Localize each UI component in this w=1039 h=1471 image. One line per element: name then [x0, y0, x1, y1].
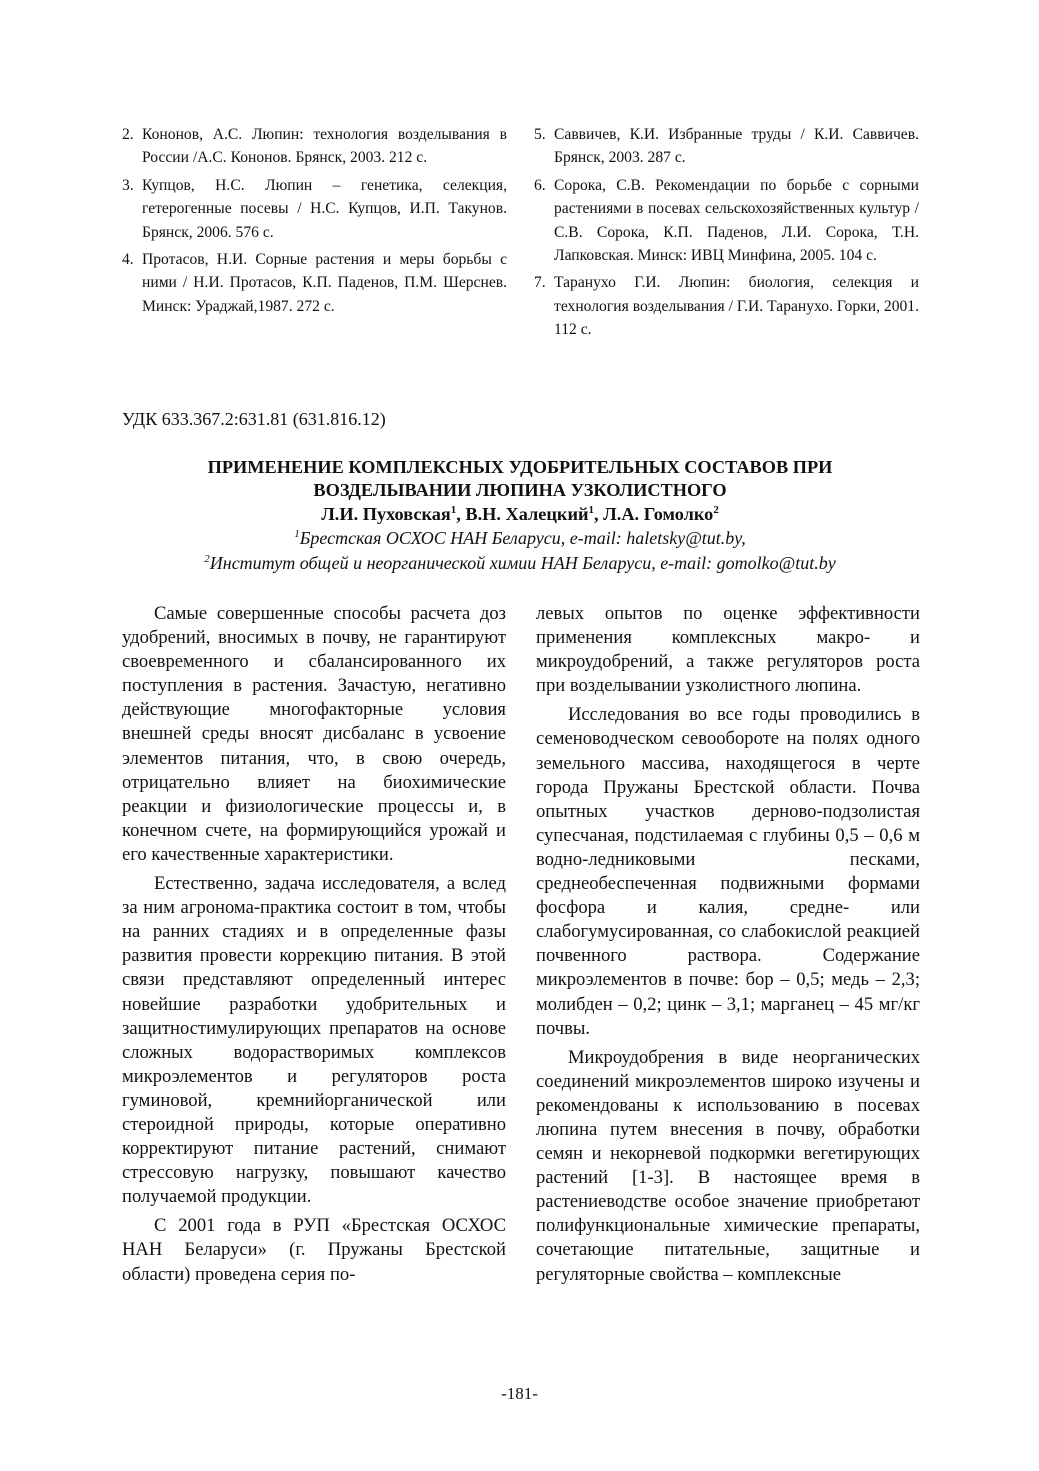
references-left [122, 123, 507, 322]
reference-item: 6. Сорока, С.В. Рекомендации по борьбе с сорными растениями в посевах сельскохозяйственных культур / С.В. Сорока, К.П. Паденов, Л.И. Сорока, Т.Н. Лапковская. Минск: ИВЦ Минфина, 2005. 104 с. [534, 176, 919, 265]
affiliation-2: $^2$Институт общей и неорганической химии НАН Беларуси, e-mail: gomolko@tut.by [204, 553, 836, 573]
affiliation-1: $^1$Брестская ОСХОС НАН Беларуси, e-mail: haletsky@tut.by, [294, 528, 746, 548]
page-number: -181- [501, 1384, 538, 1403]
reference-item: 7.Таранухо Г.И. Люпин: биология, селекция и технология возделывания / Г.И. Таранухо. Горки, 2001. 112 с. [534, 274, 919, 339]
authors: Л.И. Пуховская$^1$, В.Н. Халецкий$^1$, Л.А. Гомолко$^2$ [321, 503, 719, 524]
body-column-left [122, 602, 506, 1292]
reference-item: 4. Протасов, Н.И. Сорные растения и меры борьбы с ними / Н.И. Протасов, К.П. Паденов, П.М. Шерснев. Минск: Ураджай,1987. 272 с. [122, 251, 507, 315]
article-header [100, 456, 940, 576]
paragraph: С 2001 года в РУП «Брестская ОСХОС НАН Беларуси» (г. Пружаны Брестской области) проведена серия по- [122, 1215, 506, 1285]
reference-item: 5. Саввичев, К.И. Избранные труды / К.И. Саввичев. Брянск, 2003. 287 с. [534, 126, 919, 167]
paragraph: Самые совершенные способы расчета доз удобрений, вносимых в почву, не гарантируют своевременного и сбалансированного их поступления в растения. Зачастую, негативно действующие многофакторные условия внешней среды вносят дисбаланс в усвоение элементов питания, что, в свою очередь, отрицательно влияет на биохимические реакции и физиологические процессы и, в конечном счете, на формирующийся урожай и его качественные характеристики. [122, 603, 506, 865]
article-title: ПРИМЕНЕНИЕ КОМПЛЕКСНЫХ УДОБРИТЕЛЬНЫХ СОСТАВОВ ПРИ ВОЗДЕЛЫВАНИИ ЛЮПИНА УЗКОЛИСТНОГО [207, 457, 833, 500]
body-column-right [536, 602, 920, 1292]
paragraph: Естественно, задача исследователя, а вслед за ним агронома-практика состоит в том, чтобы на ранних стадиях и в определенные фазы развития провести коррекцию питания. В этой связи представляют определенный интерес новейшие разработки удобрительных и защитностимулирующих препаратов на основе сложных водорастворимых комплексов микроэлементов и регуляторов роста гуминовой, кремнийорганической или стероидной природы, которые оперативно корректируют питание растений, снимают стрессовую нагрузку, повышают качество получаемой продукции. [122, 873, 506, 1208]
paragraph: Микроудобрения в виде неорганических соединений микроэлементов широко изучены и рекомендованы к использованию в посевах люпина путем внесения в почву, обработки семян и некорневой подкормки вегетирующих растений [1-3]. В настоящее время в растениеводстве особое значение приобретают полифункциональные химические препараты, сочетающие питательные, защитные и регуляторные свойства – комплексные [536, 1046, 920, 1285]
paragraph: Исследования во все годы проводились в семеноводческом севообороте на полях одного земельного массива, находящегося в черте города Пружаны Брестской области. Почва опытных участков дерново-подзолистая супесчаная, подстилаемая с глубины 0,5 – 0,6 м водно-ледниковыми песками, среднеобеспеченная подвижными формами фосфора и калия, средне- или слабогумусированная, со слабокислой реакцией почвенного раствора. Содержание микроэлементов в почве: бор – 0,5; медь – 2,3; молибден – 0,2; цинк – 3,1; марганец – 45 мг/кг почвы. [536, 704, 920, 1039]
reference-item: 2. Кононов, А.С. Люпин: технология возделывания в России /А.С. Кононов. Брянск, 2003. 212 с. [122, 126, 507, 167]
references-right [534, 123, 919, 346]
udk-code: УДК 633.367.2:631.81 (631.816.12) [122, 409, 386, 429]
paragraph-continued: левых опытов по оценке эффективности применения комплексных макро- и микроудобрений, а также регуляторов роста при возделывании узколистного люпина. [536, 603, 920, 697]
reference-item: 3. Купцов, Н.С. Люпин – генетика, селекция, гетерогенные посевы / Н.С. Купцов, И.П. Такунов. Брянск, 2006. 576 с. [122, 176, 507, 241]
